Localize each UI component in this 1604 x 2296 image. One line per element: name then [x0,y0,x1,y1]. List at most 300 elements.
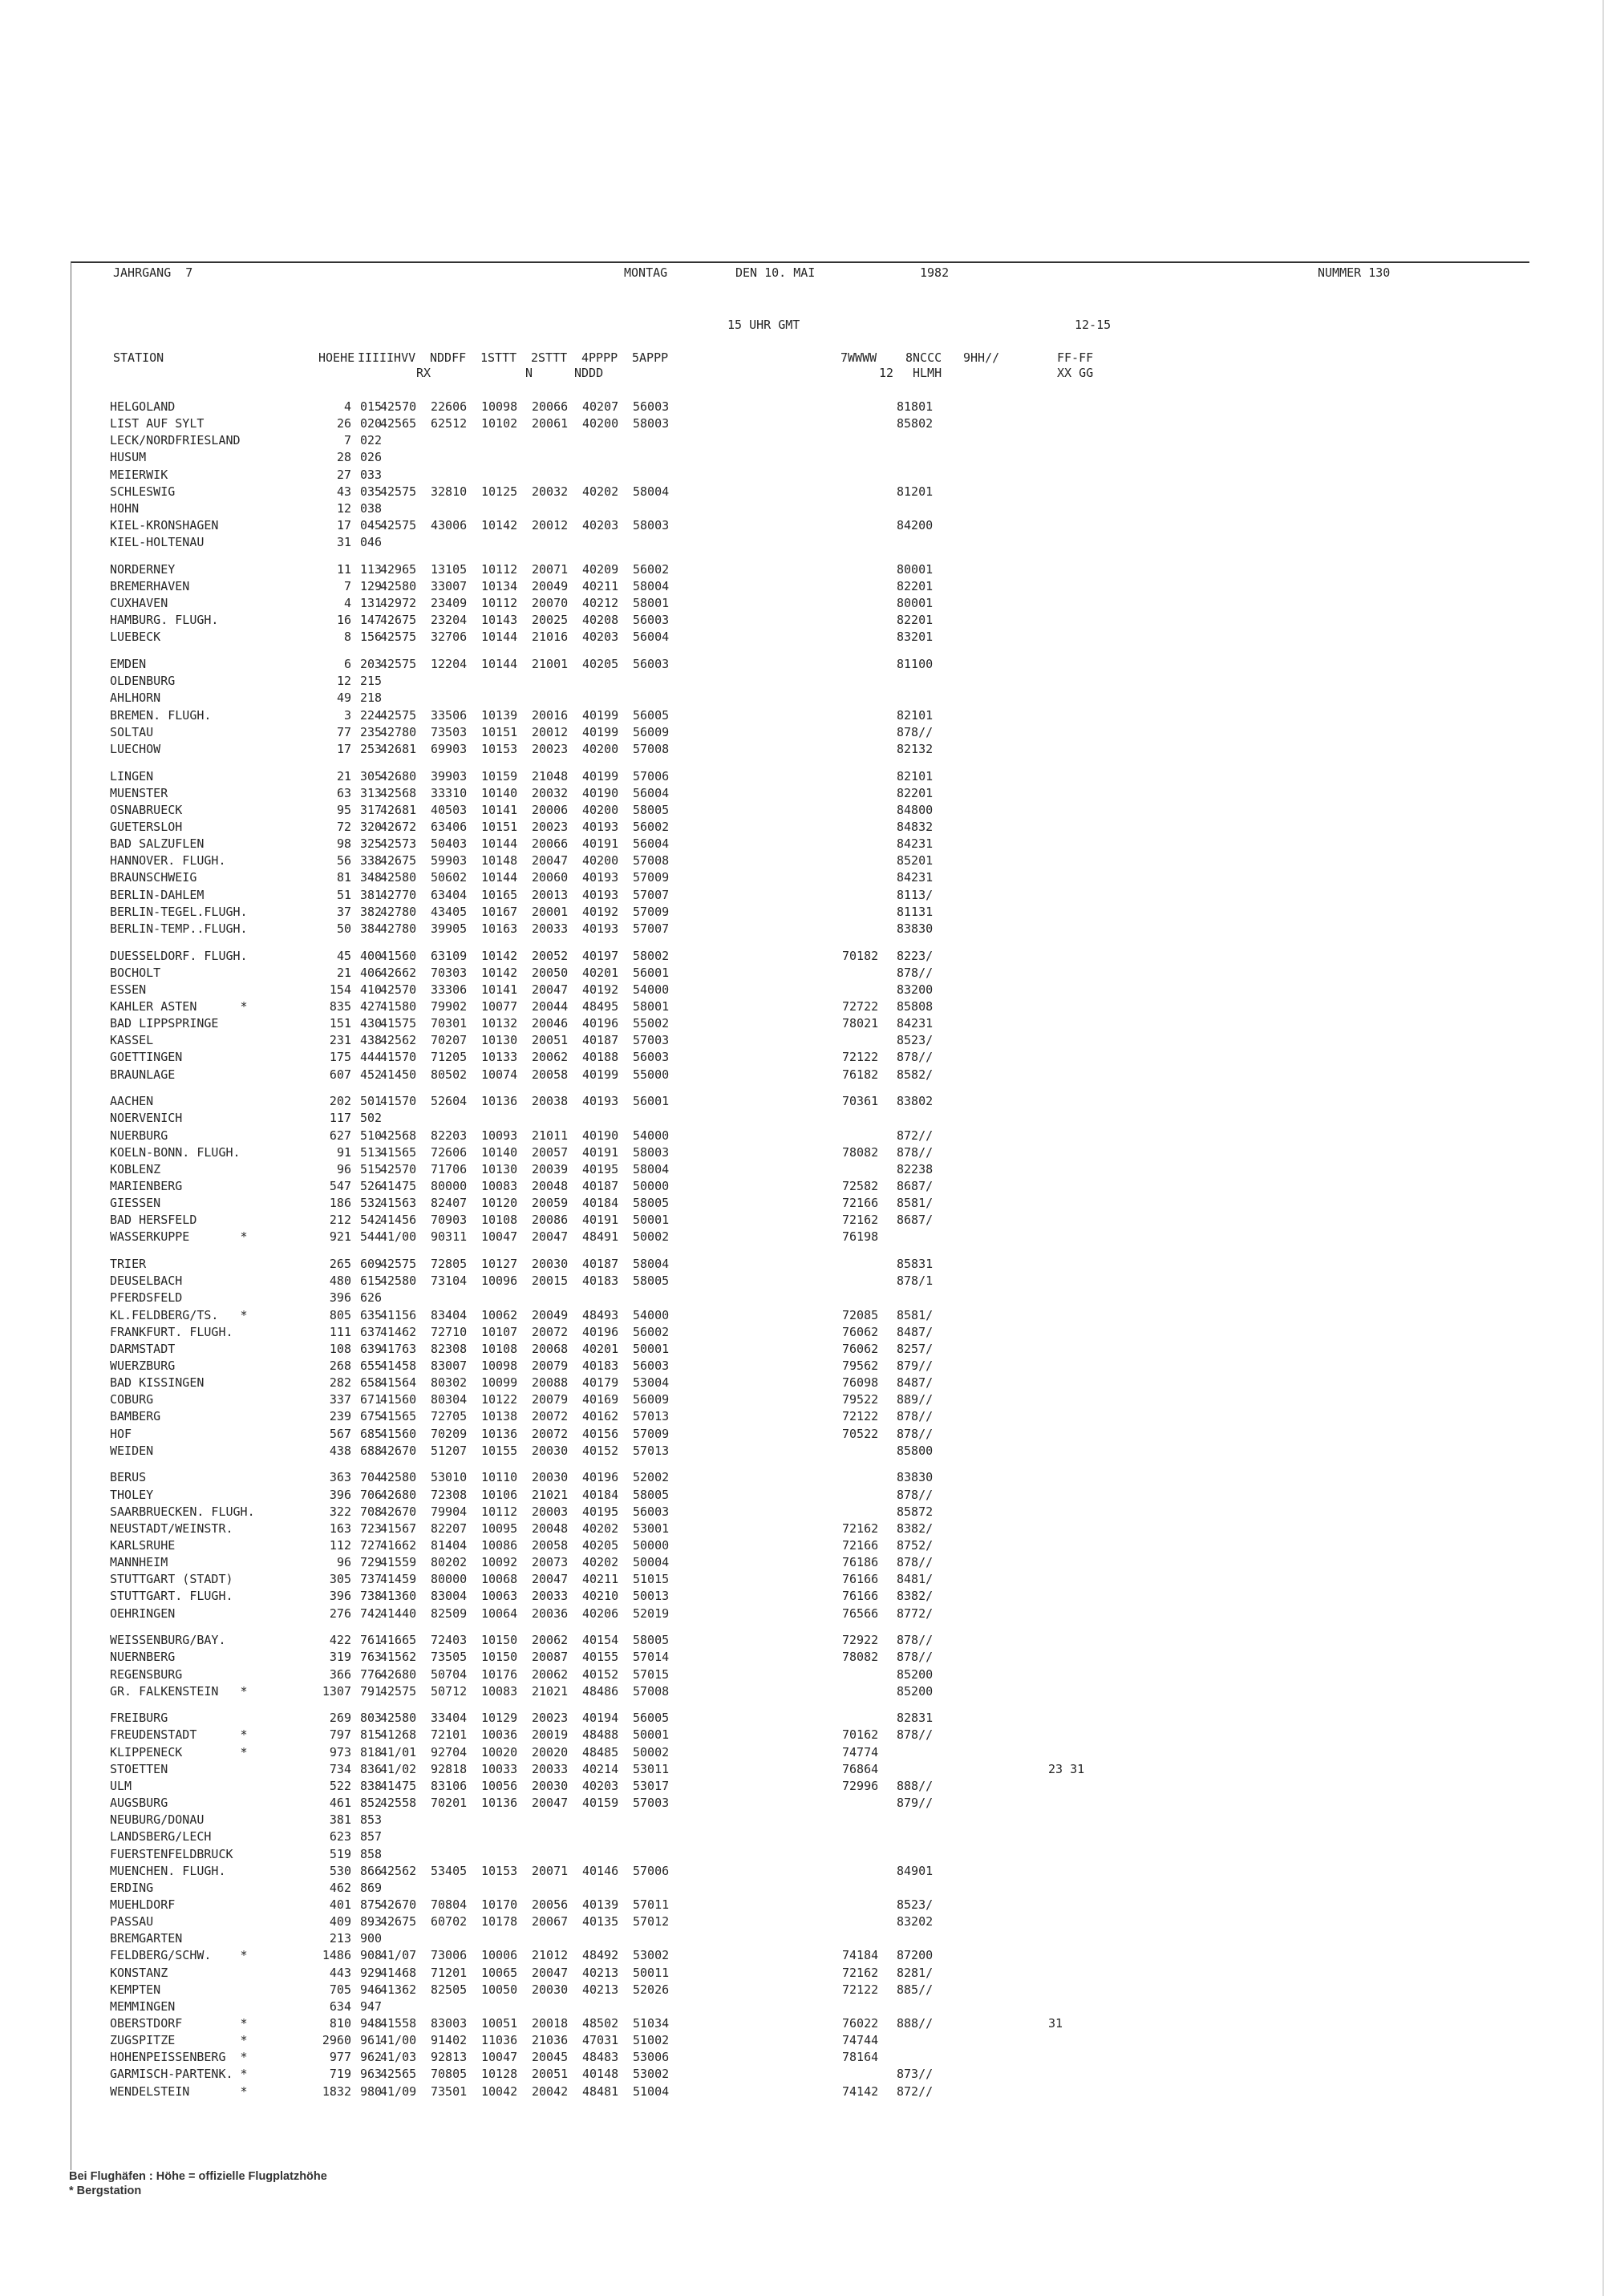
cell-t2: 20016 [532,707,569,723]
col-7wwww-sub: 12 [879,366,894,380]
cell-iii: 381 [360,887,383,902]
cell-ihvv: 41462 [380,1324,417,1339]
cell-station: BRAUNLAGE [110,1067,176,1082]
cell-iii: 427 [360,998,383,1014]
cell-station: BRAUNSCHWEIG [110,870,197,885]
cell-p5: 58002 [633,948,670,963]
cell-p4: 40199 [582,1067,619,1082]
cell-nddff: 73104 [431,1274,468,1289]
cell-station: HUSUM [110,450,147,465]
cell-n8: 8281/ [897,1965,934,1980]
cell-hoehe: 269 [329,1711,351,1726]
cell-p5: 50002 [633,1744,670,1759]
cell-station: COBURG [110,1392,154,1407]
cell-hoehe: 835 [329,998,351,1014]
cell-w7: 72122 [842,1409,879,1424]
cell-nddff: 83404 [431,1307,468,1322]
cell-hoehe: 337 [329,1392,351,1407]
cell-t1: 10083 [481,1178,518,1193]
cell-ihvv: 41558 [380,2016,417,2031]
cell-ihvv: 41362 [380,1982,417,1997]
cell-p4: 48495 [582,998,619,1014]
cell-p5: 54000 [633,982,670,997]
cell-nddff: 91402 [431,2033,468,2048]
cell-ihvv: 41156 [380,1307,417,1322]
cell-n8: 885// [897,1982,934,1997]
cell-station: EMDEN [110,657,147,672]
cell-station: OBERSTDORF * [110,2016,248,2031]
cell-t2: 20052 [532,948,569,963]
cell-p5: 57011 [633,1897,670,1912]
cell-iii: 961 [360,2033,383,2048]
cell-ihvv: 42580 [380,1711,417,1726]
cell-p5: 50011 [633,1965,670,1980]
cell-p4: 48485 [582,1744,619,1759]
cell-station: LIST AUF SYLT [110,416,205,431]
cell-t1: 10108 [481,1341,518,1356]
cell-t1: 10141 [481,802,518,817]
cell-t1: 10144 [481,657,518,672]
cell-t2: 20070 [532,596,569,611]
cell-n8: 879// [897,1796,934,1811]
cell-t1: 10110 [481,1470,518,1485]
cell-iii: 900 [360,1931,383,1946]
cell-ihvv: 42670 [380,1504,417,1519]
cell-n8: 878// [897,1555,934,1570]
cell-p5: 57015 [633,1666,670,1682]
cell-t2: 20072 [532,1409,569,1424]
col-2sttt: 2STTT [531,350,568,365]
cell-hoehe: 213 [329,1931,351,1946]
cell-iii: 452 [360,1067,383,1082]
cell-t1: 10047 [481,1229,518,1245]
cell-station: SOLTAU [110,724,154,739]
cell-w7: 79522 [842,1392,879,1407]
cell-p5: 53017 [633,1778,670,1793]
cell-station: SAARBRUECKEN. FLUGH. [110,1504,255,1519]
cell-t1: 10150 [481,1650,518,1665]
cell-t2: 20088 [532,1375,569,1391]
cell-n8: 8523/ [897,1897,934,1912]
cell-station: KLIPPENECK * [110,1744,248,1759]
cell-n8: 81131 [897,904,934,919]
cell-t1: 10098 [481,1358,518,1373]
cell-p4: 48488 [582,1727,619,1743]
cell-n8: 878// [897,1650,934,1665]
col-iii: III [358,350,380,365]
cell-nddff: 72403 [431,1633,468,1648]
cell-p5: 56003 [633,1358,670,1373]
cell-n8: 873// [897,2067,934,2082]
cell-hoehe: 21 [336,768,351,784]
cell-p4: 40203 [582,518,619,533]
cell-station: ULM [110,1778,132,1793]
cell-p4: 40195 [582,1161,619,1176]
cell-nddff: 92813 [431,2050,468,2065]
cell-nddff: 33007 [431,579,468,593]
cell-p5: 52026 [633,1982,670,1997]
cell-n8: 879// [897,1358,934,1373]
cell-station: FREIBURG [110,1711,168,1726]
cell-hoehe: 623 [329,1829,351,1844]
cell-hoehe: 26 [336,416,351,431]
cell-t1: 10142 [481,518,518,533]
cell-n8: 888// [897,2016,934,2031]
cell-t2: 20030 [532,1470,569,1485]
cell-iii: 542 [360,1213,383,1228]
cell-p5: 53002 [633,1948,670,1963]
cell-iii: 875 [360,1897,383,1912]
cell-nddff: 32706 [431,630,468,645]
cell-p5: 56009 [633,724,670,739]
cell-ihvv: 41268 [380,1727,417,1743]
cell-ihvv: 41564 [380,1375,417,1391]
cell-t1: 10062 [481,1307,518,1322]
cell-n8: 84200 [897,518,934,533]
cell-p4: 48486 [582,1683,619,1699]
cell-t1: 10093 [481,1128,518,1143]
cell-station: KONSTANZ [110,1965,168,1980]
cell-station: BERLIN-TEMP..FLUGH. [110,921,248,936]
cell-p5: 50001 [633,1213,670,1228]
cell-iii: 929 [360,1965,383,1980]
cell-nddff: 73501 [431,2083,468,2099]
cell-hoehe: 265 [329,1257,351,1272]
cell-ihvv: 42565 [380,2067,417,2082]
cell-iii: 502 [360,1111,383,1126]
cell-n8: 85200 [897,1666,934,1682]
cell-t2: 20066 [532,399,569,414]
cell-hoehe: 111 [329,1324,351,1339]
cell-station: FUERSTENFELDBRUCK [110,1846,233,1861]
cell-t1: 10139 [481,707,518,723]
cell-t1: 10092 [481,1555,518,1570]
cell-iii: 704 [360,1470,383,1485]
cell-iii: 609 [360,1257,383,1272]
cell-p5: 58005 [633,1487,670,1502]
cell-nddff: 70303 [431,965,468,980]
cell-nddff: 52604 [431,1094,468,1109]
cell-t1: 10136 [481,1094,518,1109]
cell-n8: 82201 [897,579,934,593]
cell-hoehe: 547 [329,1178,351,1193]
cell-t1: 10125 [481,484,518,499]
cell-nddff: 33310 [431,785,468,800]
cell-p4: 40200 [582,802,619,817]
cell-hoehe: 151 [329,1016,351,1031]
cell-station: KIEL-HOLTENAU [110,535,205,550]
cell-nddff: 50704 [431,1666,468,1682]
cell-ihvv: 42681 [380,741,417,756]
cell-station: BREMGARTEN [110,1931,183,1946]
cell-ihvv: 42570 [380,1161,417,1176]
cell-nddff: 22606 [431,399,468,414]
table-frame [71,261,1529,2170]
cell-t2: 20047 [532,1796,569,1811]
cell-p4: 40146 [582,1863,619,1878]
cell-hoehe: 49 [336,690,351,706]
cell-w7: 72122 [842,1982,879,1997]
cell-t2: 20086 [532,1213,569,1228]
cell-p5: 58004 [633,1257,670,1272]
cell-n8: 82831 [897,1711,934,1726]
cell-n8: 82101 [897,768,934,784]
cell-ihvv: 41475 [380,1178,417,1193]
cell-ihvv: 41563 [380,1196,417,1211]
cell-nddff: 70209 [431,1426,468,1441]
cell-nddff: 70804 [431,1897,468,1912]
cell-iii: 635 [360,1307,383,1322]
cell-t2: 20039 [532,1161,569,1176]
cell-station: BAMBERG [110,1409,161,1424]
cell-ihvv: 42681 [380,802,417,817]
cell-nddff: 83106 [431,1778,468,1793]
cell-t2: 20001 [532,904,569,919]
cell-t1: 10112 [481,1504,518,1519]
cell-t1: 10006 [481,1948,518,1963]
cell-iii: 020 [360,416,383,431]
cell-t2: 20046 [532,1016,569,1031]
cell-hoehe: 7 [343,433,351,448]
cell-p4: 40135 [582,1914,619,1930]
cell-hoehe: 396 [329,1487,351,1502]
cell-nddff: 70207 [431,1033,468,1048]
cell-t2: 20062 [532,1050,569,1065]
cell-iii: 022 [360,433,383,448]
cell-p4: 40213 [582,1965,619,1980]
cell-iii: 438 [360,1033,383,1048]
cell-t2: 20030 [532,1443,569,1458]
footnote-mountain-station: * Bergstation [69,2185,142,2197]
cell-t2: 21036 [532,2033,569,2048]
cell-iii: 410 [360,982,383,997]
cell-t1: 10140 [481,1144,518,1160]
cell-n8: 878// [897,1727,934,1743]
cell-p4: 40187 [582,1033,619,1048]
cell-t2: 21001 [532,657,569,672]
cell-station: KOELN-BONN. FLUGH. [110,1144,241,1160]
cell-t1: 10176 [481,1666,518,1682]
cell-n8: 872// [897,1128,934,1143]
cell-hoehe: 438 [329,1443,351,1458]
cell-t2: 20079 [532,1358,569,1373]
cell-n8: 8113/ [897,887,934,902]
cell-iii: 313 [360,785,383,800]
cell-iii: 946 [360,1982,383,1997]
cell-t1: 10095 [481,1521,518,1536]
cell-nddff: 73505 [431,1650,468,1665]
cell-t1: 10167 [481,904,518,919]
cell-n8: 84901 [897,1863,934,1878]
cell-n8: 8223/ [897,948,934,963]
cell-p5: 58003 [633,1144,670,1160]
cell-p4: 40202 [582,1555,619,1570]
cell-ihvv: 41440 [380,1606,417,1621]
cell-t2: 20012 [532,518,569,533]
cell-nddff: 82207 [431,1521,468,1536]
cell-w7: 70162 [842,1727,879,1743]
cell-nddff: 33506 [431,707,468,723]
cell-t2: 20060 [532,870,569,885]
cell-ihvv: 42573 [380,836,417,852]
cell-iii: 729 [360,1555,383,1570]
cell-p5: 51004 [633,2083,670,2099]
cell-nddff: 80000 [431,1572,468,1587]
cell-n8: 84231 [897,1016,934,1031]
cell-nddff: 83004 [431,1589,468,1604]
col-8nccc: 8NCCC [905,350,942,365]
cell-t2: 20012 [532,724,569,739]
cell-station: STUTTGART (STADT) [110,1572,233,1587]
cell-w7: 76098 [842,1375,879,1391]
cell-w7: 72162 [842,1521,879,1536]
cell-ihvv: 42675 [380,853,417,869]
cell-t1: 10143 [481,613,518,628]
cell-iii: 400 [360,948,383,963]
cell-iii: 658 [360,1375,383,1391]
cell-station: HAMBURG. FLUGH. [110,613,219,628]
cell-iii: 893 [360,1914,383,1930]
cell-t1: 10165 [481,887,518,902]
cell-t1: 10112 [481,561,518,577]
cell-t1: 10138 [481,1409,518,1424]
cell-t1: 10051 [481,2016,518,2031]
cell-hoehe: 17 [336,741,351,756]
cell-nddff: 71205 [431,1050,468,1065]
cell-ihvv: 42670 [380,1443,417,1458]
cell-nddff: 73006 [431,1948,468,1963]
cell-ihvv: 42780 [380,724,417,739]
cell-station: HOHN [110,500,140,516]
cell-p5: 56002 [633,561,670,577]
cell-p4: 40201 [582,965,619,980]
volume-label: JAHRGANG 7 [113,265,193,280]
cell-iii: 761 [360,1633,383,1648]
cell-ihvv: 41565 [380,1409,417,1424]
cell-hoehe: 522 [329,1778,351,1793]
cell-station: AUGSBURG [110,1796,168,1811]
cell-station: AHLHORN [110,690,161,706]
cell-t2: 20050 [532,965,569,980]
cell-ihvv: 42770 [380,887,417,902]
cell-ihvv: 41459 [380,1572,417,1587]
cell-n8: 83200 [897,982,934,997]
cell-t2: 20038 [532,1094,569,1109]
cell-nddff: 80304 [431,1392,468,1407]
cell-iii: 706 [360,1487,383,1502]
cell-w7: 72582 [842,1178,879,1193]
cell-p5: 52019 [633,1606,670,1621]
cell-iii: 776 [360,1666,383,1682]
cell-p5: 50001 [633,1341,670,1356]
cell-nddff: 70805 [431,2067,468,2082]
cell-w7: 78082 [842,1144,879,1160]
cell-p5: 55002 [633,1016,670,1031]
cell-p4: 40203 [582,630,619,645]
cell-p5: 53006 [633,2050,670,2065]
cell-station: MANNHEIM [110,1555,168,1570]
cell-iii: 688 [360,1443,383,1458]
cell-t1: 10122 [481,1392,518,1407]
cell-p5: 57009 [633,1426,670,1441]
col-5appp: 5APPP [632,350,669,365]
cell-n8: 85808 [897,998,934,1014]
cell-station: GR. FALKENSTEIN * [110,1683,248,1699]
cell-p4: 40183 [582,1358,619,1373]
cell-n8: 8382/ [897,1589,934,1604]
cell-station: AACHEN [110,1094,154,1109]
cell-t2: 20056 [532,1897,569,1912]
cell-t2: 21021 [532,1683,569,1699]
cell-w7: 70522 [842,1426,879,1441]
cell-ihvv: 42570 [380,399,417,414]
cell-station: FELDBERG/SCHW. * [110,1948,248,1963]
cell-t1: 10151 [481,724,518,739]
cell-ihvv: 42680 [380,768,417,784]
cell-station: MUEHLDORF [110,1897,176,1912]
cell-n8: 8752/ [897,1537,934,1553]
cell-station: SCHLESWIG [110,484,176,499]
cell-n8: 82201 [897,785,934,800]
cell-hoehe: 28 [336,450,351,465]
cell-t1: 10170 [481,1897,518,1912]
cell-n8: 8382/ [897,1521,934,1536]
cell-t1: 10144 [481,836,518,852]
footnote-airports: Bei Flughäfen : Höhe = offizielle Flugplatzhöhe [69,2170,327,2183]
cell-t2: 20013 [532,887,569,902]
cell-t1: 10142 [481,948,518,963]
cell-n8: 84832 [897,819,934,834]
cell-nddff: 70301 [431,1016,468,1031]
cell-w7: 76182 [842,1067,879,1082]
cell-nddff: 50403 [431,836,468,852]
cell-ihvv: 41/00 [380,1229,417,1245]
cell-ihvv: 42565 [380,416,417,431]
cell-iii: 015 [360,399,383,414]
cell-p4: 40205 [582,657,619,672]
cell-p4: 40148 [582,2067,619,2082]
cell-ihvv: 41/02 [380,1761,417,1776]
cell-station: BOCHOLT [110,965,161,980]
cell-iii: 908 [360,1948,383,1963]
cell-n8: 8481/ [897,1572,934,1587]
cell-ihvv: 41/09 [380,2083,417,2099]
cell-t1: 10129 [481,1711,518,1726]
cell-t1: 10127 [481,1257,518,1272]
cell-ihvv: 42570 [380,982,417,997]
cell-station: KOBLENZ [110,1161,161,1176]
col-9hh: 9HH// [963,350,1000,365]
cell-p5: 50013 [633,1589,670,1604]
cell-t2: 20067 [532,1914,569,1930]
cell-n8: 878// [897,1633,934,1648]
cell-w7: 76186 [842,1555,879,1570]
cell-nddff: 69903 [431,741,468,756]
cell-p5: 55000 [633,1067,670,1082]
cell-ihvv: 42675 [380,1914,417,1930]
cell-hoehe: 530 [329,1863,351,1878]
cell-station: HANNOVER. FLUGH. [110,853,226,869]
cell-hoehe: 443 [329,1965,351,1980]
col-4pppp: 4PPPP [581,350,618,365]
cell-hoehe: 186 [329,1196,351,1211]
cell-ihvv: 41580 [380,998,417,1014]
cell-t1: 10159 [481,768,518,784]
cell-n8: 878// [897,724,934,739]
cell-p5: 57006 [633,768,670,784]
cell-hoehe: 366 [329,1666,351,1682]
cell-p4: 40211 [582,1572,619,1587]
